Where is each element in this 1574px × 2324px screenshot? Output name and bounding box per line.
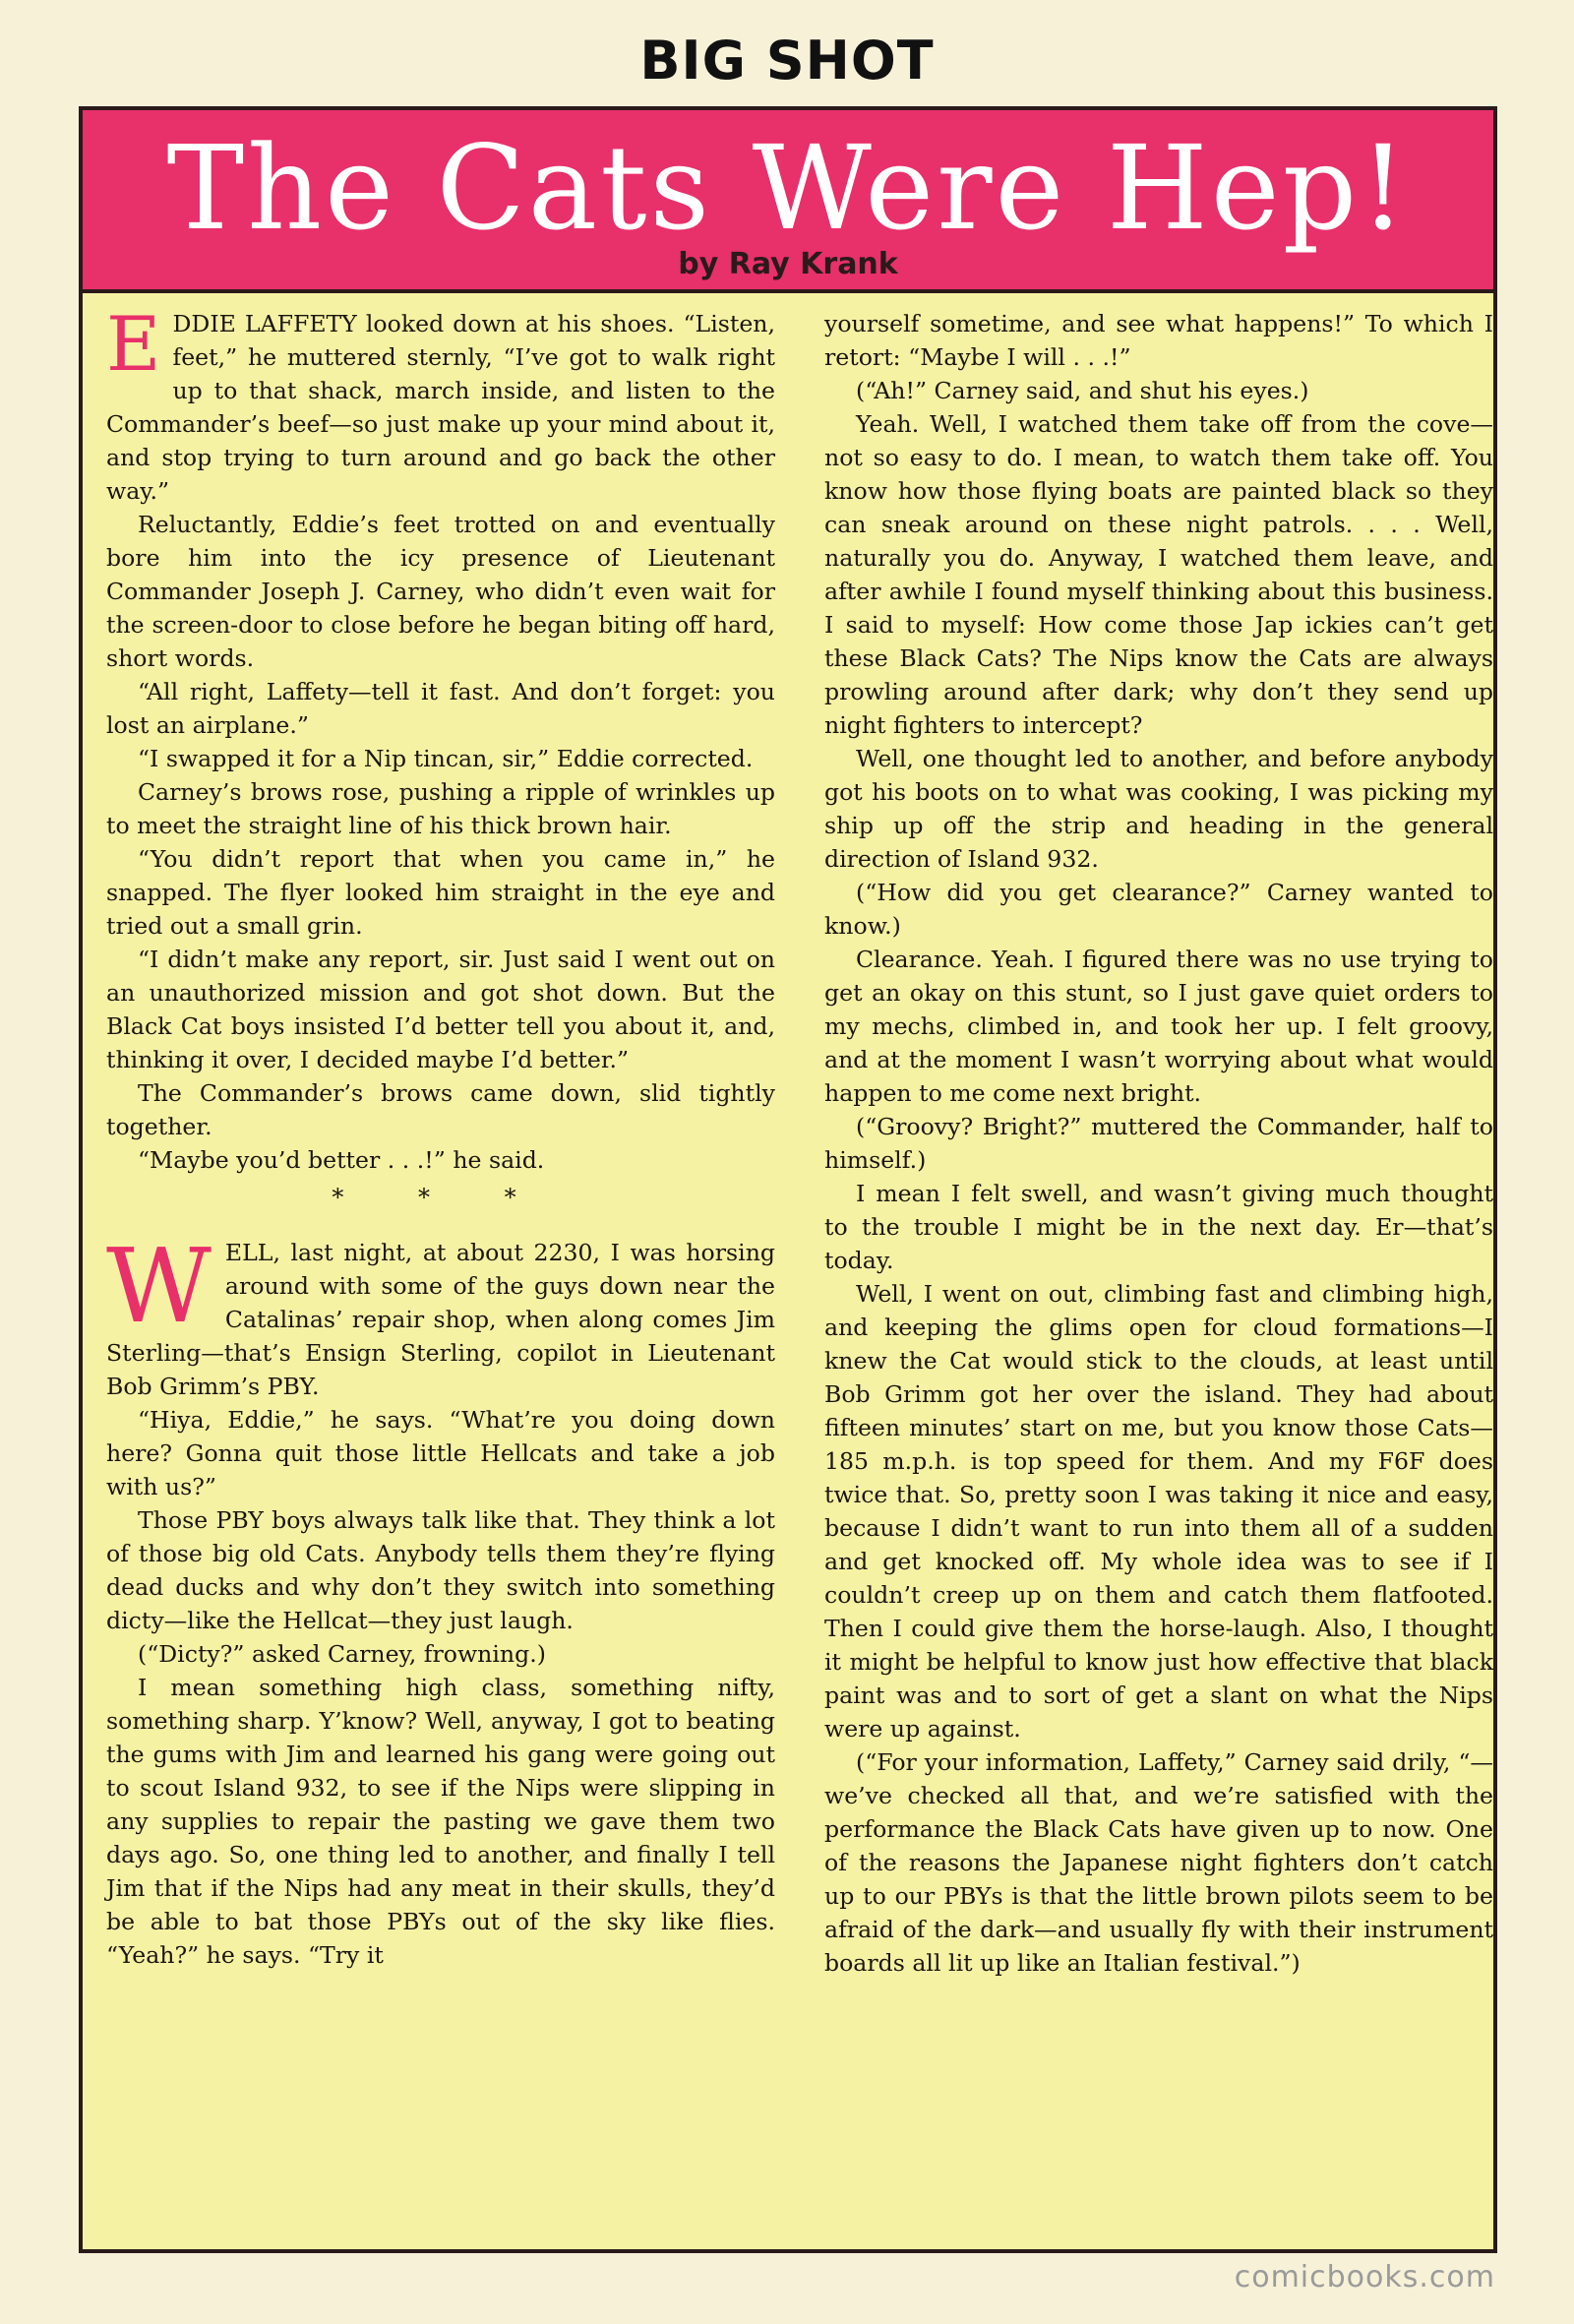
- right-column: [824, 307, 1493, 1980]
- title-banner: [79, 106, 1497, 293]
- paragraph: (“How did you get clearance?” Carney wanted to know.): [824, 879, 1493, 940]
- byline: by Ray Krank: [678, 247, 898, 281]
- paragraph: “You didn’t report that when you came in,” he snapped. The flyer looked him straight in the eye and tried out a small grin.: [106, 845, 775, 940]
- paragraph: Carney’s brows rose, pushing a ripple of wrinkles up to meet the straight line of his thick brown hair.: [106, 778, 775, 839]
- paragraph: Those PBY boys always talk like that. They think a lot of those big old Cats. Anybody tells them they’re flying dead ducks and why don’t they switch into something dicty—like the Hellcat—they just laugh.: [106, 1506, 775, 1634]
- scene-break: * * *: [332, 1184, 550, 1211]
- story-box: [79, 293, 1497, 2253]
- paragraph: “All right, Laffety—tell it fast. And don’t forget: you lost an airplane.”: [106, 678, 775, 739]
- paragraph: I mean something high class, something nifty, something sharp. Y’know? Well, anyway, I got to beating the gums with Jim and learned his gang were going out to scout Island 932, to see if the Nips were slipping in any supplies to repair the pasting we gave them two days ago. So, one thing led to another, and finally I tell Jim that if the Nips had any meat in their skulls, they’d be able to bat those PBYs out of the sky like flies. “Yeah?” he says. “Try it: [106, 1674, 775, 1969]
- story-title: The Cats Were Hep!: [166, 120, 1410, 256]
- paragraph: Yeah. Well, I watched them take off from the cove—not so easy to do. I mean, to watch them take off. You know how those flying boats are painted black so they can sneak around on these night patrols. . . . Well, naturally you do. Anyway, I watched them leave, and after awhile I found myself thinking about this business. I said to myself: How come those Jap ickies can’t get these Black Cats? The Nips know the Cats are always prowling around after dark; why don’t they send up night fighters to intercept?: [824, 410, 1493, 739]
- paragraph: Well, I went on out, climbing fast and climbing high, and keeping the glims open for cloud formations—I knew the Cat would stick to the clouds, at least until Bob Grimm got her over the island. They had about fifteen minutes’ start on me, but you know those Cats—185 m.p.h. is top speed for them. And my F6F does twice that. So, pretty soon I was taking it nice and easy, because I didn’t want to run into them all of a sudden and get knocked off. My whole idea was to see if I couldn’t creep up on them and catch them flatfooted. Then I could give them the horse-laugh. Also, I thought it might be helpful to know just how effective that black paint was and to sort of get a slant on what the Nips were up against.: [824, 1280, 1493, 1743]
- paragraph: Reluctantly, Eddie’s feet trotted on and eventually bore him into the icy presence of Lieutenant Commander Joseph J. Carney, who didn’t even wait for the screen-door to close before he began biting off hard, short words.: [106, 511, 775, 672]
- paragraph: “Hiya, Eddie,” he says. “What’re you doing down here? Gonna quit those little Hellcats and take a job with us?”: [106, 1406, 775, 1500]
- paragraph: Well, one thought led to another, and before anybody got his boots on to what was cooking, I was picking my ship up off the strip and heading in the general direction of Island 932.: [824, 745, 1493, 873]
- paragraph: The Commander’s brows came down, slid tightly together.: [106, 1079, 775, 1140]
- left-column: [106, 300, 775, 1972]
- paragraph: EDDIE LAFFETY looked down at his shoes. “Listen, feet,” he muttered sternly, “I’ve got to walk right up to that shack, march inside, and listen to the Commander’s beef—so just make up your mind about it, and stop trying to turn around and go back the other way.”: [106, 300, 775, 505]
- magazine-header: BIG SHOT: [639, 30, 935, 92]
- paragraph: (“Ah!” Carney said, and shut his eyes.): [856, 377, 1309, 404]
- drop-cap: E: [106, 300, 161, 388]
- paragraph: (“For your information, Laffety,” Carney said drily, “— we’ve checked all that, and we’re satisfied with the performance the Black Cats have given up to now. One of the reasons the Japanese night fighters don’t catch up to our PBYs is that the little brown pilots seem to be afraid of the dark—and usually fly with their instrument boards all lit up like an Italian festival.”): [824, 1748, 1493, 1977]
- paragraph: (“Groovy? Bright?” muttered the Commander, half to himself.): [824, 1113, 1493, 1174]
- drop-cap: W: [106, 1226, 212, 1346]
- paragraph: “I didn’t make any report, sir. Just said I went out on an unauthorized mission and got shot down. But the Black Cat boys insisted I’d better tell you about it, and, thinking it over, I decided maybe I’d better.”: [106, 946, 775, 1073]
- paragraph: “Maybe you’d better . . .!” he said.: [138, 1146, 545, 1174]
- paragraph: (“Dicty?” asked Carney, frowning.): [138, 1640, 546, 1668]
- paragraph: Clearance. Yeah. I figured there was no use trying to get an okay on this stunt, so I just gave quiet orders to my mechs, climbed in, and took her up. I felt groovy, and at the moment I wasn’t worrying about what would happen to me come next bright.: [824, 946, 1493, 1107]
- paragraph: yourself sometime, and see what happens!” To which I retort: “Maybe I will . . .!”: [824, 310, 1493, 371]
- watermark: comicbooks.com: [1234, 2260, 1495, 2294]
- paragraph: WELL, last night, at about 2230, I was horsing around with some of the guys down near the Catalinas’ repair shop, when along comes Jim Sterling—that’s Ensign Sterling, copilot in Lieutenant Bob Grimm’s PBY.: [106, 1226, 775, 1400]
- paragraph: I mean I felt swell, and wasn’t giving much thought to the trouble I might be in the next day. Er—that’s today.: [824, 1180, 1493, 1274]
- paragraph: “I swapped it for a Nip tincan, sir,” Eddie corrected.: [138, 745, 754, 772]
